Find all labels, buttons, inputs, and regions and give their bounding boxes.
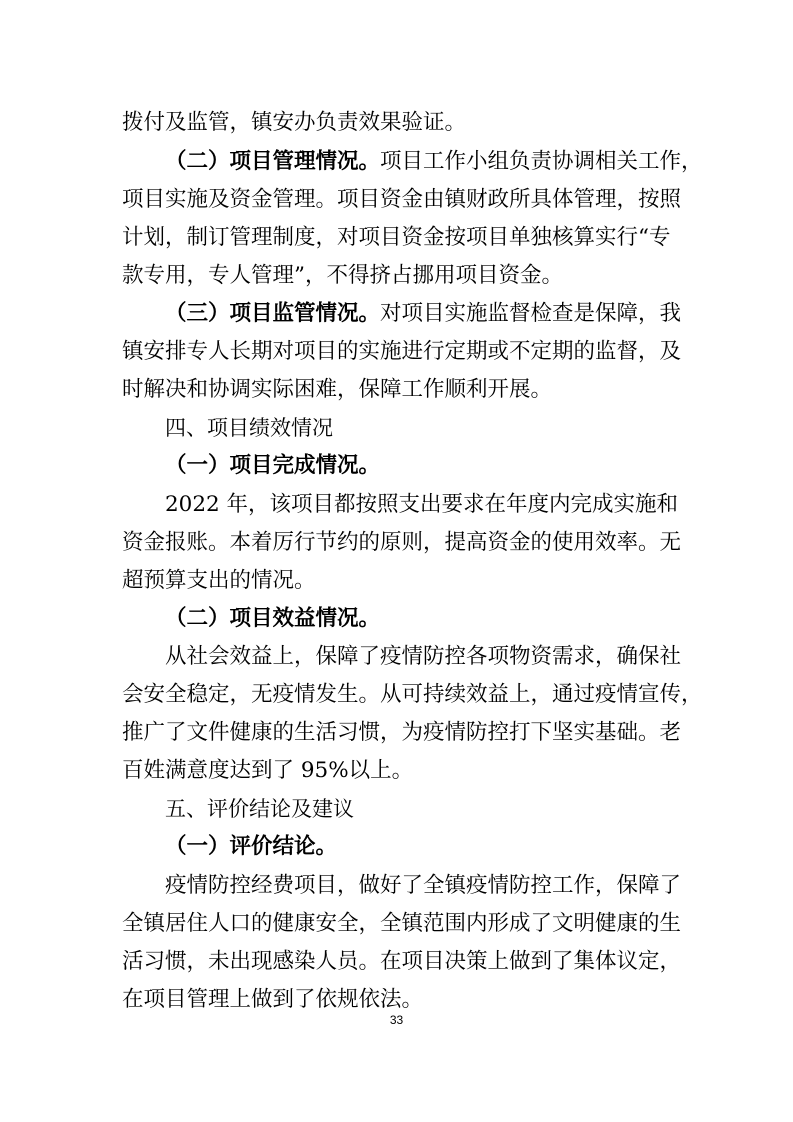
- paragraph-line: 从社会效益上，保障了疫情防控各项物资需求，确保社: [165, 644, 682, 669]
- subsection-heading: （一）项目完成情况。: [165, 453, 381, 478]
- paragraph-line: 推广了文件健康的生活习惯，为疫情防控打下坚实基础。老: [122, 720, 682, 745]
- paragraph-line: 超预算支出的情况。: [122, 568, 316, 593]
- paragraph-text: 项目工作小组负责协调相关工作，: [380, 149, 703, 174]
- paragraph-text: 对项目实施监督检查是保障，我: [380, 301, 682, 326]
- paragraph-line: 款专用，专人管理”，不得挤占挪用项目资金。: [122, 263, 563, 288]
- paragraph-line: [165, 299, 682, 329]
- paragraph-line: 在项目管理上做到了依规依法。: [122, 987, 424, 1012]
- paragraph-line: 项目实施及资金管理。项目资金由镇财政所具体管理，按照: [122, 187, 682, 212]
- paragraph-line: 全镇居住人口的健康安全，全镇范围内形成了文明健康的生: [122, 911, 682, 936]
- section-heading: 五、评价结论及建议: [165, 797, 354, 821]
- subsection-heading: （一）评价结论。: [165, 834, 338, 859]
- paragraph-line: 拨付及监管，镇安办负责效果验证。: [122, 110, 467, 135]
- paragraph-line: 2022 年，该项目都按照支出要求在年度内完成实施和: [165, 492, 679, 517]
- subsection-heading: （二）项目效益情况。: [165, 606, 381, 631]
- page-number: 33: [389, 1013, 404, 1027]
- paragraph-line: 活习惯，未出现感染人员。在项目决策上做到了集体议定，: [122, 949, 682, 974]
- section-heading-inline: （二）项目管理情况。: [165, 149, 381, 174]
- section-heading-inline: （三）项目监管情况。: [165, 301, 381, 326]
- paragraph-line: [165, 147, 703, 177]
- section-heading: 四、项目绩效情况: [165, 416, 333, 440]
- paragraph-line: 会安全稳定，无疫情发生。从可持续效益上，通过疫情宣传，: [122, 682, 703, 707]
- paragraph-line: 计划，制订管理制度，对项目资金按项目单独核算实行“专: [122, 225, 671, 250]
- paragraph-line: 疫情防控经费项目，做好了全镇疫情防控工作，保障了: [165, 873, 682, 898]
- paragraph-line: 镇安排专人长期对项目的实施进行定期或不定期的监督，及: [122, 339, 682, 364]
- paragraph-line: 时解决和协调实际困难，保障工作顺利开展。: [122, 377, 553, 402]
- paragraph-line: 资金报账。本着厉行节约的原则，提高资金的使用效率。无: [122, 530, 682, 555]
- paragraph-line: 百姓满意度达到了 95%以上。: [122, 758, 414, 783]
